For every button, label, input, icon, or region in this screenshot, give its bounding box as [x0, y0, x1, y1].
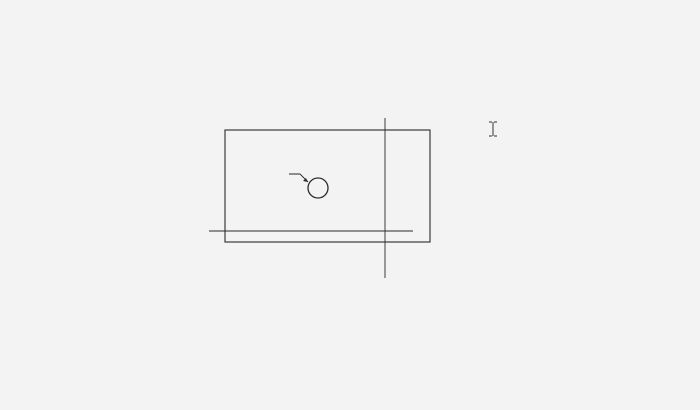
plate-diagram — [195, 78, 525, 288]
hole — [308, 178, 328, 198]
plate-figure — [195, 78, 525, 288]
hole-leader-arrowhead — [303, 178, 308, 182]
text-cursor-icon — [487, 121, 499, 141]
